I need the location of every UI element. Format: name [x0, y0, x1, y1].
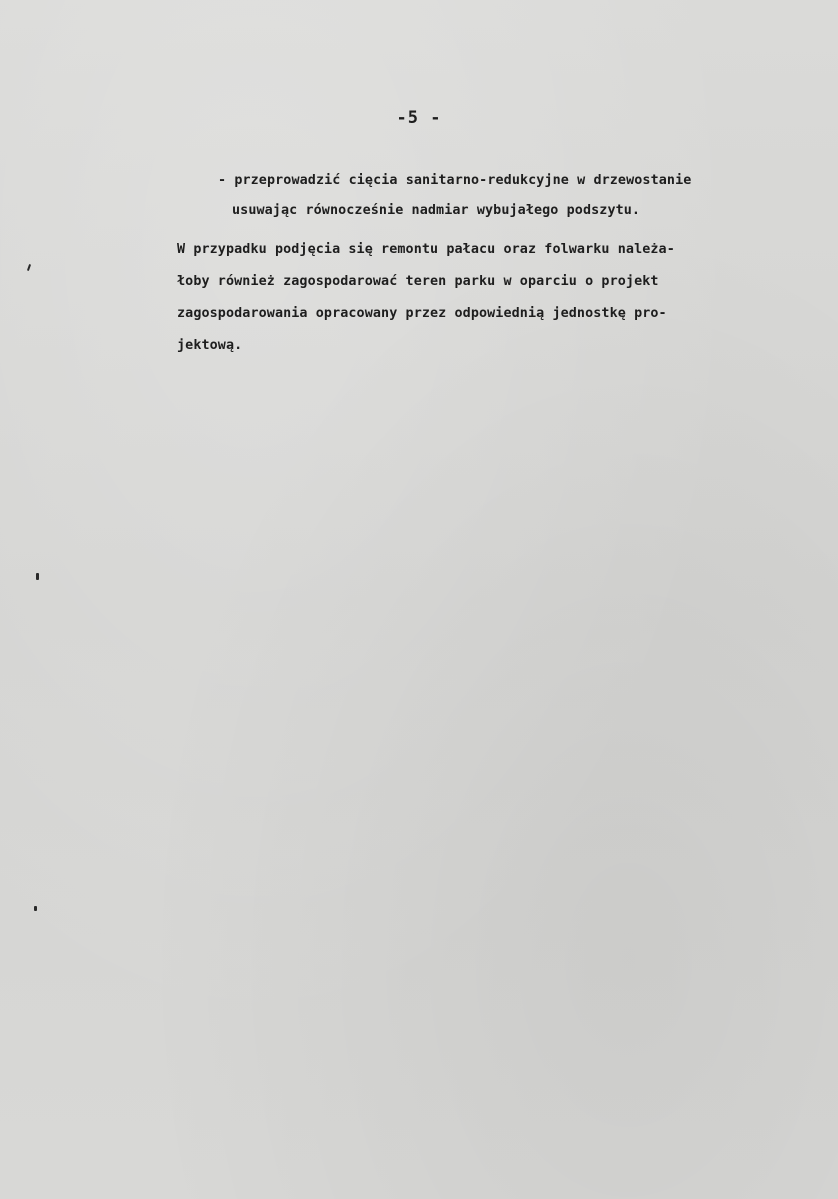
text-line: usuwając równocześnie nadmiar wybujałego podszytu.: [232, 203, 641, 218]
margin-speck: [36, 573, 39, 580]
text-line: łoby również zagospodarować teren parku w oparciu o projekt: [177, 274, 659, 289]
page-number: -5 -: [396, 108, 442, 128]
text-line: - przeprowadzić cięcia sanitarno-redukcyjne w drzewostanie: [218, 173, 692, 188]
text-line: zagospodarowania opracowany przez odpowiednią jednostkę pro-: [177, 306, 667, 321]
margin-speck: [27, 264, 31, 271]
text-line: jektową.: [177, 338, 243, 353]
margin-speck: [34, 906, 37, 911]
text-line: W przypadku podjęcia się remontu pałacu oraz folwarku należa-: [177, 242, 675, 257]
